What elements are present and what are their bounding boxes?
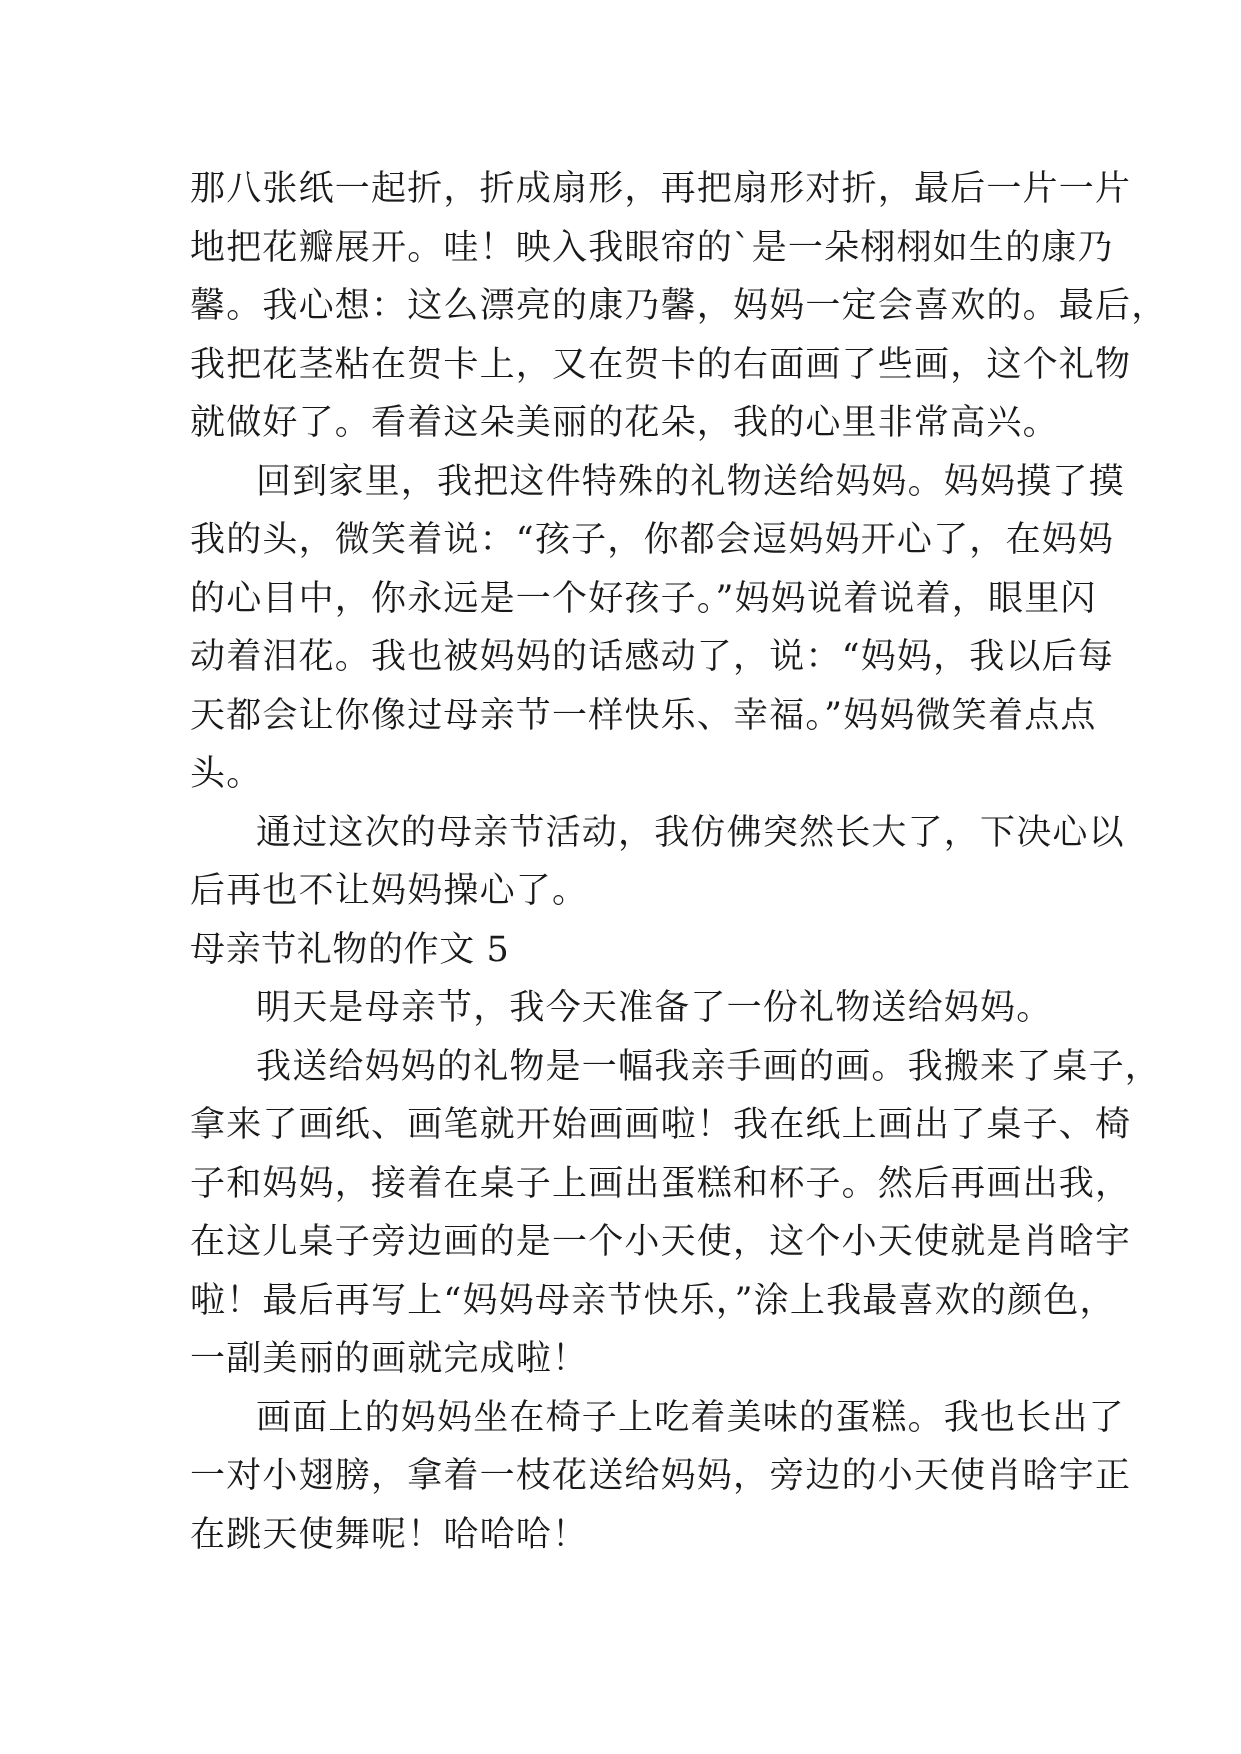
text-line: 我的头，微笑着说：“孩子，你都会逗妈妈开心了，在妈妈 <box>190 520 1115 560</box>
text-line: 子和妈妈，接着在桌子上画出蛋糕和杯子。然后再画出我， <box>190 1163 1132 1204</box>
heading-text: 母亲节礼物的作文 5 <box>190 929 510 970</box>
text-line: 画面上的妈妈坐在椅子上吃着美味的蛋糕。我也长出了 <box>256 1397 1125 1438</box>
text-line: 一副美丽的画就完成啦！ <box>190 1339 589 1379</box>
text-line: 馨。我心想：这么漂亮的康乃馨，妈妈一定会喜欢的。最后， <box>190 286 1168 326</box>
text-line: 拿来了画纸、画笔就开始画画啦！我在纸上画出了桌子、椅 <box>190 1105 1132 1145</box>
text-line: 那八张纸一起折，折成扇形，再把扇形对折，最后一片一片 <box>190 169 1132 209</box>
text-line: 天都会让你像过母亲节一样快乐、幸福。”妈妈微笑着点点 <box>190 695 1097 736</box>
paragraph <box>190 160 1168 453</box>
paragraph <box>190 804 1125 921</box>
text-line: 回到家里，我把这件特殊的礼物送给妈妈。妈妈摸了摸 <box>256 461 1125 502</box>
section-heading <box>190 921 1090 980</box>
text-line: 我把花茎粘在贺卡上，又在贺卡的右面画了些画，这个礼物 <box>190 344 1132 385</box>
text-line: 我送给妈妈的礼物是一幅我亲手画的画。我搬来了桌子， <box>256 1046 1162 1087</box>
text-line: 的心目中，你永远是一个好孩子。”妈妈说着说着，眼里闪 <box>190 578 1097 619</box>
paragraph <box>190 1038 1162 1389</box>
text-line: 一对小翅膀，拿着一枝花送给妈妈，旁边的小天使肖晗宇正 <box>190 1456 1132 1496</box>
text-line: 啦！最后再写上“妈妈母亲节快乐，”涂上我最喜欢的颜色， <box>190 1280 1116 1321</box>
text-line: 在这儿桌子旁边画的是一个小天使，这个小天使就是肖晗宇 <box>190 1222 1132 1262</box>
text-line: 就做好了。看着这朵美丽的花朵，我的心里非常高兴。 <box>190 403 1059 443</box>
paragraph <box>190 979 1090 1038</box>
document-body <box>190 160 1168 1564</box>
text-line: 动着泪花。我也被妈妈的话感动了，说：“妈妈，我以后每 <box>190 637 1115 677</box>
text-line: 明天是母亲节，我今天准备了一份礼物送给妈妈。 <box>256 988 1053 1028</box>
paragraph <box>190 1389 1132 1565</box>
text-line: 通过这次的母亲节活动，我仿佛突然长大了，下决心以 <box>256 812 1125 853</box>
text-line: 地把花瓣展开。哇！映入我眼帘的`是一朵栩栩如生的康乃 <box>190 227 1114 268</box>
text-line: 在跳天使舞呢！哈哈哈！ <box>190 1514 589 1555</box>
text-line: 头。 <box>190 754 263 794</box>
paragraph <box>190 453 1125 804</box>
text-line: 后再也不让妈妈操心了。 <box>190 871 589 911</box>
